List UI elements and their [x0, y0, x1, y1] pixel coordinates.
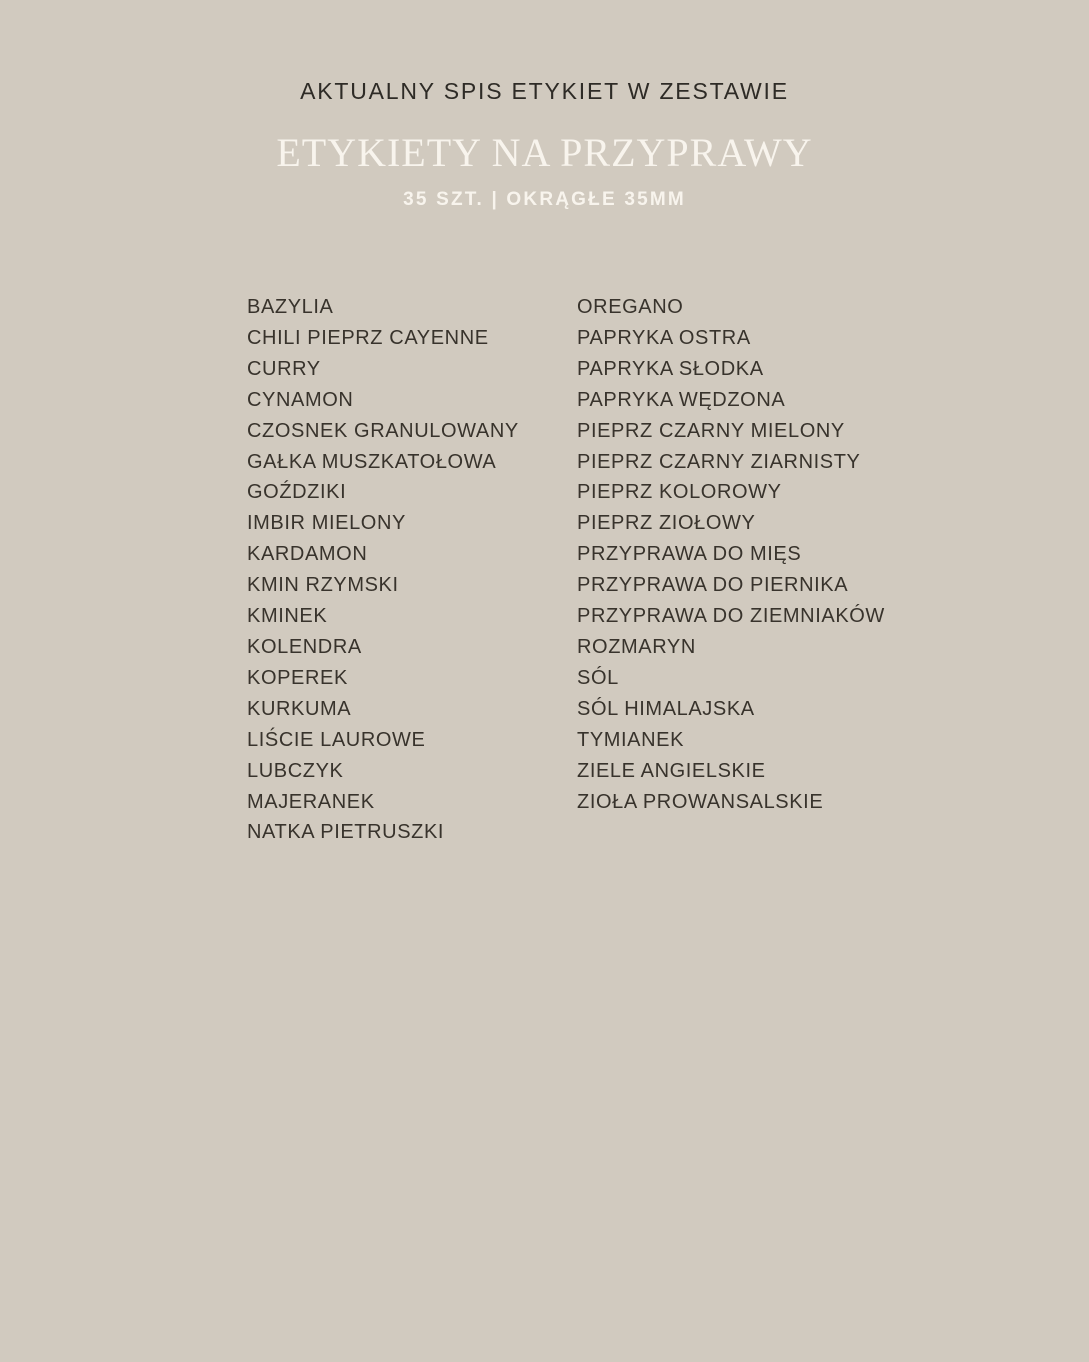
spice-label-item: KURKUMA	[247, 697, 352, 720]
spice-label-item: LIŚCIE LAUROWE	[247, 728, 426, 751]
spice-label-item: PIEPRZ CZARNY MIELONY	[577, 419, 845, 442]
spice-list-column-2	[577, 292, 885, 848]
spice-label-item: ZIELE ANGIELSKIE	[577, 759, 766, 782]
spice-label-item: GAŁKA MUSZKATOŁOWA	[247, 450, 497, 473]
spice-label-item: CZOSNEK GRANULOWANY	[247, 419, 519, 442]
spice-label-item: GOŹDZIKI	[247, 481, 347, 504]
spice-label-item: IMBIR MIELONY	[247, 512, 406, 535]
spice-label-item: CHILI PIEPRZ CAYENNE	[247, 326, 489, 349]
set-count-subtitle: 35 SZT. | OKRĄGŁE 35MM	[403, 189, 686, 210]
page-title: ETYKIETY NA PRZYPRAWY	[276, 130, 813, 175]
spice-label-item: KOLENDRA	[247, 635, 362, 658]
spice-label-item: CYNAMON	[247, 388, 354, 411]
spice-label-item: PRZYPRAWA DO PIERNIKA	[577, 574, 849, 597]
spice-label-item: KMIN RZYMSKI	[247, 574, 399, 597]
spice-label-item: ROZMARYN	[577, 635, 696, 658]
spice-label-item: LUBCZYK	[247, 759, 344, 782]
spice-label-item: KARDAMON	[247, 543, 368, 566]
spice-label-item: PAPRYKA OSTRA	[577, 326, 751, 349]
spice-label-item: KOPEREK	[247, 666, 348, 689]
current-set-heading: AKTUALNY SPIS ETYKIET W ZESTAWIE	[300, 78, 789, 104]
spice-label-item: PAPRYKA WĘDZONA	[577, 388, 786, 411]
spice-label-item: NATKA PIETRUSZKI	[247, 821, 445, 844]
spice-label-item: PIEPRZ CZARNY ZIARNISTY	[577, 450, 861, 473]
spice-label-item: BAZYLIA	[247, 296, 334, 318]
spice-label-item: PRZYPRAWA DO ZIEMNIAKÓW	[577, 605, 885, 628]
spice-label-item: PIEPRZ KOLOROWY	[577, 481, 782, 504]
spice-label-item: KMINEK	[247, 605, 328, 628]
spice-label-item: MAJERANEK	[247, 790, 375, 813]
spice-label-item: OREGANO	[577, 296, 684, 318]
spice-label-item: SÓL	[577, 666, 619, 689]
spice-label-item: PRZYPRAWA DO MIĘS	[577, 543, 802, 566]
spice-label-item: SÓL HIMALAJSKA	[577, 697, 755, 720]
spice-label-item: CURRY	[247, 357, 321, 380]
spice-list-column-1	[247, 292, 577, 848]
spice-label-item: PIEPRZ ZIOŁOWY	[577, 512, 756, 535]
spice-label-item: ZIOŁA PROWANSALSKIE	[577, 790, 824, 813]
spice-label-list	[247, 292, 885, 848]
spice-label-item: PAPRYKA SŁODKA	[577, 357, 764, 380]
spice-label-item: TYMIANEK	[577, 728, 685, 751]
